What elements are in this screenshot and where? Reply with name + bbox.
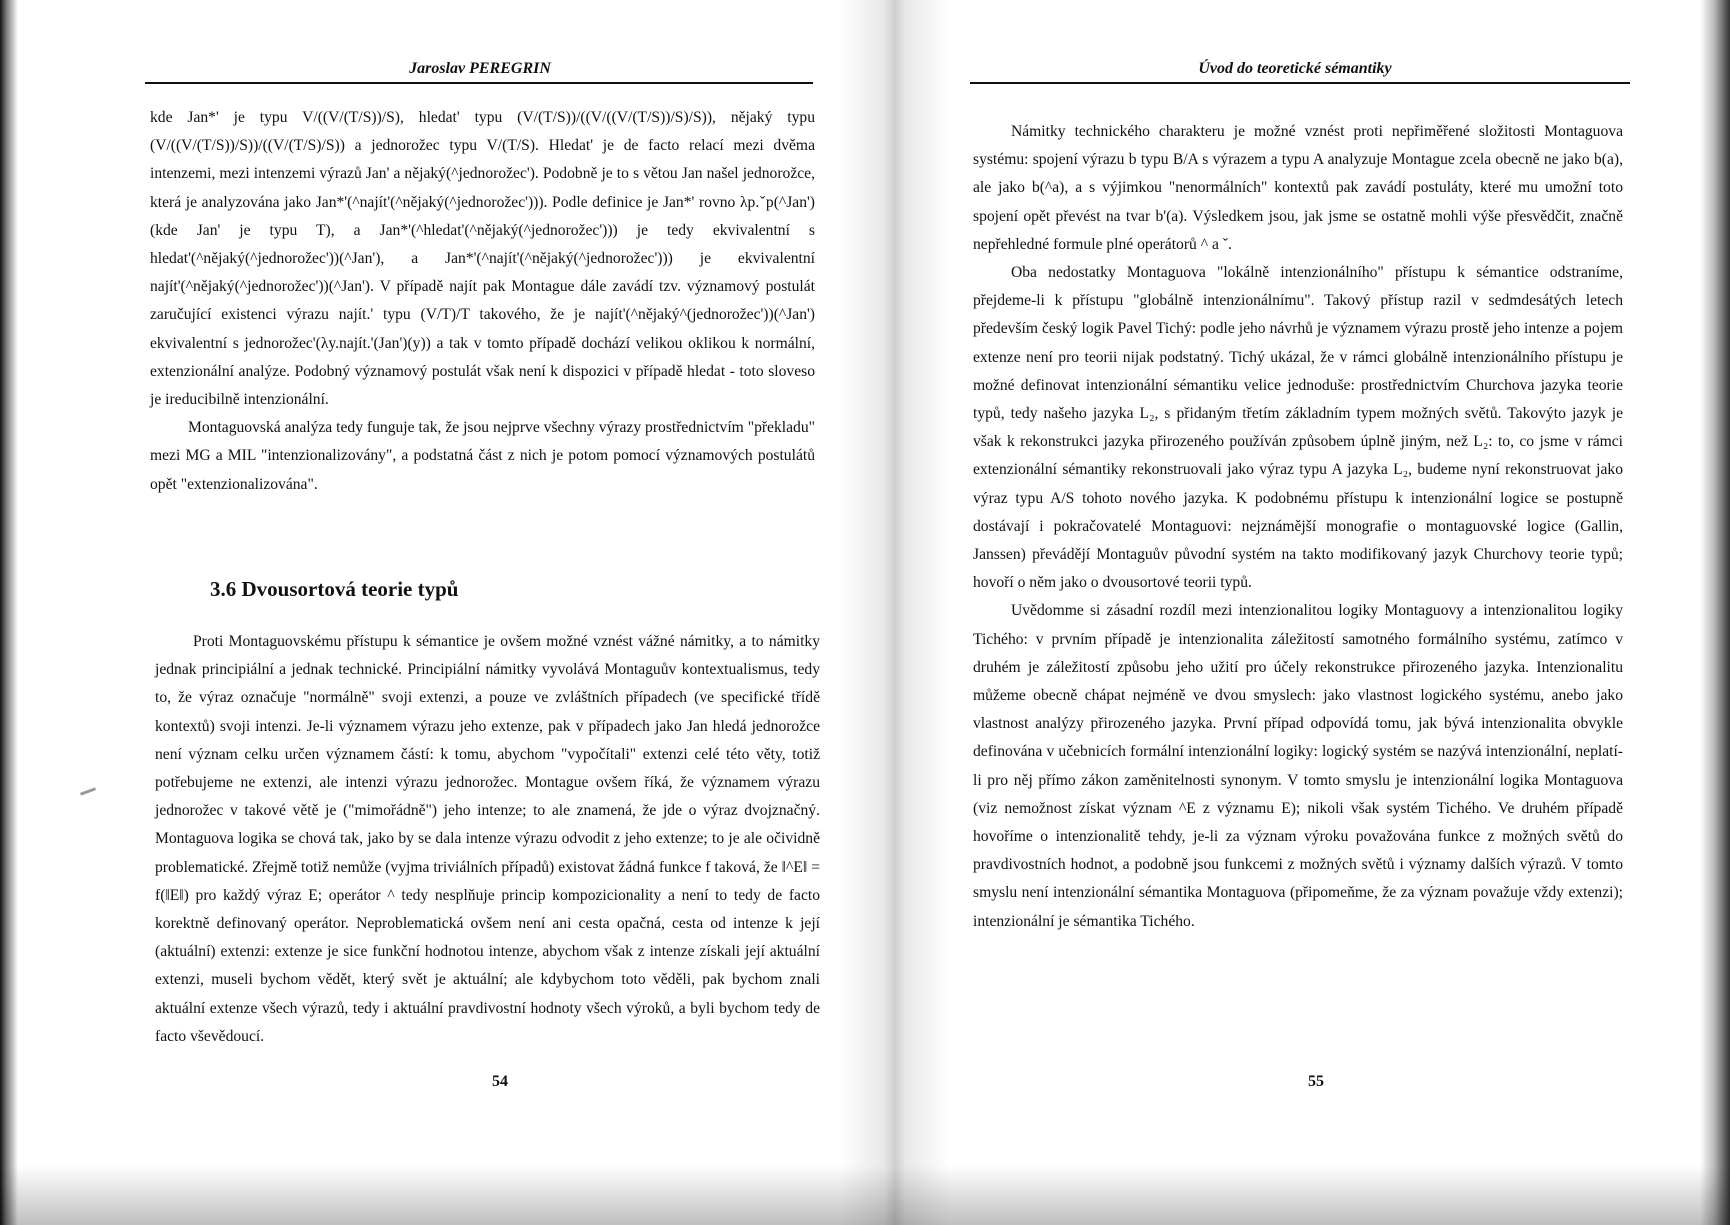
paragraph: Montaguovská analýza tedy funguje tak, že jsou nejprve všechny výrazy prostřednictvím "překladu" mezi MG a MIL "intenzionalizovány", a podstatná část z nich je potom pomocí významových postulátů opět "extenzionalizována". (150, 419, 815, 493)
right-page-number: 55 (1308, 1073, 1324, 1090)
paragraph: Uvědomme si zásadní rozdíl mezi intenzionalitou logiky Montaguovy a intenzionalitou logiky Tichého: v prvním případě je intenzionalita záležitostí samotného formálního systému, zatímco v druhém je záležitostí způsobu jeho užití pro účely rekonstrukce přirozeného jazyka. Intenzionalitu můžeme obecně chápat nejméně ve dvou smyslech: jako vlastnost logického systému, anebo jako vlastnost analýzy přirozeného jazyka. První případ odpovídá tomu, jak bývá intenzionalita obvykle definována v učebnicích formální intenzionální logiky: logický systém se nazývá intenzionální, neplatí-li pro něj přímo zákon zaměnitelnosti synonym. V tomto smyslu je intenzionální logika Montaguova (viz nemožnost získat význam ^E z významu E); nikoli však systém Tichého. Ve druhém případě hovoříme o intenzionalitě tehdy, je-li za význam výroku považována funkce z možných světů do pravdivostních hodnot, a podobně jsou funkcemi z možných světů i významy dalších výrazů. V tomto smyslu není intenzionální sémantika Montaguova (připomeňme, že za význam považuje vždy extenzi); intenzionální je sémantika Tichého. (973, 602, 1623, 930)
right-running-header: Úvod do teoretické sémantiky (1198, 60, 1392, 77)
left-header-rule (145, 82, 813, 84)
left-section-text (155, 628, 820, 1051)
paragraph: kde Jan*' je typu V/((V/(T/S))/S), hledat' typu (V/(T/S))/((V/((V/(T/S))/S)/S)), nějaký typu (V/((V/(T/S))/S))/((V/(T/S)/S)) a jednorožec typu V/(T/S). Hledat' je de facto relací mezi dvěma intenzemi, mezi intenzemi výrazů Jan' a nějaký(^jednorožec'). Podobně je to s větou Jan našel jednorožce, která je analyzována jako Jan*'(^najít'(^nějaký(^jednorožec'))). Podle definice je Jan*' rovno λp.ˇp(^Jan') (kde Jan' je typu T), a Jan*'(^hledat'(^nějaký(^jednorožec'))) je tedy ekvivalentní s hledat'(^nějaký(^jednorožec'))(^Jan'), a Jan*'(^najít'(^nějaký(^jednorožec'))) je ekvivalentní najít'(^nějaký(^jednorožec'))(^Jan'). V případě najít pak Montague dále zavádí tzv. významový postulát zaručující existenci výrazu najít.' typu (V/T)/T takového, že je najít'(^nějaký^(jednorožec'))(^Jan') ekvivalentní s jednorožec'(λy.najít.'(Jan')(y)) a tak v tomto případě dochází velikou oklikou k normální, extenzionální analýze. Podobný významový postulát však není k dispozici v případě hledat - toto sloveso je ireducibilně intenzionální. (150, 109, 815, 409)
margin-mark (80, 787, 96, 795)
paragraph: Proti Montaguovskému přístupu k sémantice je ovšem možné vznést vážné námitky, a to námitky jednak principiální a jednak technické. Principiální námitky vyvolává Montaguův kontextualismus, tedy to, že výraz označuje "normálně" svoji extenzi, a pouze ve zvláštních případech (ve specifické třídě kontextů) svoji intenzi. Je-li významem výrazu jeho extenze, pak v případech jako Jan hledá jednorožce není význam celku určen významem částí: k tomu, abychom "vypočítali" extenzi celé této věty, totiž potřebujeme ne extenzi, ale intenzi výrazu jednorožec. Montague ovšem říká, že významem výrazu jednorožec v takové větě je ("mimořádně") jeho intenze; to ale znamená, že jde o výraz dvojznačný. Montaguova logika se chová tak, jako by se dala intenze výrazu odvodit z jeho extenze; to je ale očividně problematické. Zřejmě totiž nemůže (vyjma triviálních případů) existovat žádná funkce f taková, že ‖^E‖ = f(‖E‖) pro každý výraz E; operátor ^ tedy nesplňuje princip kompozicionality a není to tedy de facto korektně definovaný operátor. Neproblematická ovšem není ani cesta opačná, cesta od intenze k její (aktuální) extenzi: extenze je sice funkční hodnotou intenze, abychom však z intenze získali její aktuální extenzi, museli bychom vědět, který svět je aktuální; ale kdybychom toto věděli, pak bychom znali aktuální extenze všech výrazů, tedy i aktuální pravdivostní hodnoty všech výroků, a byli bychom tedy de facto vševědoucí. (155, 633, 820, 1045)
paragraph: Oba nedostatky Montaguova "lokálně intenzionálního" přístupu k sémantice odstraníme, přejdeme-li k přístupu "globálně intenzionálnímu". Takový přístup razil v sedmdesátých letech především český logik Pavel Tichý: podle jeho návrhů je významem výrazu prostě jeho intenze a pojem extenze není pro teorii nijak podstatný. Tichý ukázal, že v rámci globálně intenzionálního přístupu je možné definovat intenzionální sémantiku velice jednoduše: prostřednictvím Churchova jazyka teorie typů, tedy našeho jazyka L₂, s přidaným třetím základním typem možných světů. Takovýto jazyk je však k rekonstrukci jazyka přirozeného používán způsobem úplně jiným, než L₂: to, co jsme v rámci extenzionální sémantiky rekonstruovali jako výraz typu A jazyka L₂, budeme nyní rekonstruovat jako výraz typu A/S tohoto nového jazyka. K podobnému přístupu k intenzionální logice se postupně dostávají i pokračovatelé Montaguovi: nejznámější monografie o montaguovské logice (Gallin, Janssen) převádějí Montaguův původní systém na takto modifikovaný jazyk Churchovy teorie typů; hovoří o něm jako o dvousortové teorii typů. (973, 264, 1623, 592)
left-body-text (150, 104, 815, 499)
paragraph: Námitky technického charakteru je možné vznést proti nepřiměřené složitosti Montaguova systému: spojení výrazu b typu B/A s výrazem a typu A analyzuje Montague zcela obecně ne jako b(a), ale jako b(^a), a s výjimkou "nenormálních" kontextů pak zavádí postuláty, které mu umožní toto spojení opět převést na tvar b'(a). Výsledkem jsou, jak jsme se ostatně mohli výše přesvědčit, značně nepřehledné formule plné operátorů ^ a ˇ. (973, 123, 1623, 253)
right-header-rule (970, 82, 1630, 84)
left-page-number: 54 (492, 1073, 508, 1090)
page-edge-shadow (0, 1165, 1730, 1225)
right-page (905, 0, 1730, 1225)
right-body-text (973, 118, 1623, 936)
left-running-header: Jaroslav PEREGRIN (409, 60, 551, 77)
section-heading: 3.6 Dvousortová teorie typů (210, 577, 459, 601)
